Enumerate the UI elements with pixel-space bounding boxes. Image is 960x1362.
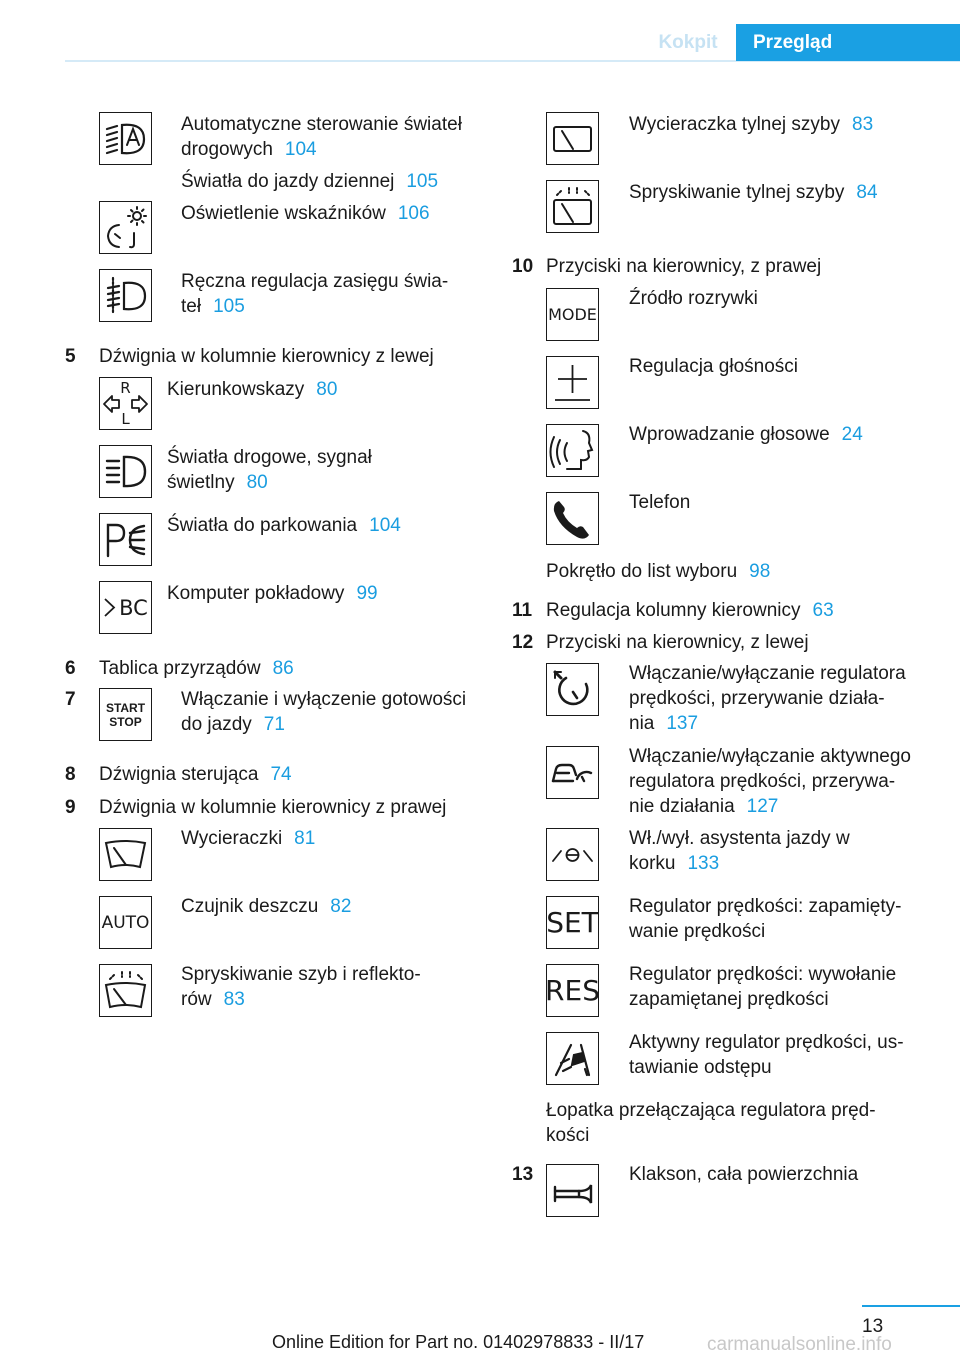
page-ref[interactable]: 106 xyxy=(397,203,430,224)
item-entertainment-source: Źródło rozrywki xyxy=(629,288,758,309)
page-ref[interactable]: 83 xyxy=(852,114,874,135)
section-title: Przyciski na kierownicy, z prawej xyxy=(546,256,822,277)
item-turn-signals: Kierunkowskazy 80 xyxy=(167,379,338,400)
edition-note: Online Edition for Part no. 01402978833 - II/17 xyxy=(272,1332,645,1352)
active-cruise-icon xyxy=(546,746,599,799)
item-parking-lights: Światła do parkowania 104 xyxy=(167,515,401,536)
icon-set-label: SET xyxy=(546,906,599,939)
icon-bc-label: BC xyxy=(119,595,148,620)
tab-kokpit[interactable]: Kokpit xyxy=(658,32,718,53)
page-ref[interactable]: 71 xyxy=(263,714,285,735)
page-ref[interactable]: 104 xyxy=(369,515,401,536)
icon-stop-label: STOP xyxy=(109,714,142,729)
icon-res-label: RES xyxy=(545,974,600,1007)
item-selection-wheel: Pokrętło do list wyboru 98 xyxy=(546,561,771,582)
section-number: 8 xyxy=(65,764,76,785)
section-number: 13 xyxy=(512,1164,534,1185)
item-steering-column: Regulacja kolumny kierownicy 63 xyxy=(546,600,834,621)
item-daytime-lights: Światła do jazdy dziennej 105 xyxy=(181,171,439,192)
icon-letter-r: R xyxy=(120,379,131,397)
icon-start-label: START xyxy=(105,700,146,715)
page-ref[interactable]: 80 xyxy=(246,472,268,493)
item-high-beam: Światła drogowe, sygnał świetlny 80 xyxy=(167,447,372,493)
cruise-control-icon xyxy=(546,663,599,716)
item-instrument-cluster: Tablica przyrządów 86 xyxy=(99,658,294,679)
page-ref[interactable]: 105 xyxy=(213,296,245,317)
item-onboard-computer: Komputer pokładowy 99 xyxy=(167,583,378,604)
item-rear-washer: Spryskiwanie tylnej szyby 84 xyxy=(629,182,878,203)
volume-icon xyxy=(546,356,599,409)
page-ref[interactable]: 84 xyxy=(856,182,878,203)
footer-rule xyxy=(862,1305,960,1307)
page-ref[interactable]: 80 xyxy=(316,379,338,400)
page-ref[interactable]: 82 xyxy=(330,896,352,917)
watermark: carmanualsonline.info xyxy=(707,1334,892,1355)
distance-icon xyxy=(546,1032,599,1085)
section-number: 5 xyxy=(65,346,76,367)
page-ref[interactable]: 83 xyxy=(223,989,245,1010)
page-ref[interactable]: 86 xyxy=(272,658,294,679)
icon-mode-label: MODE xyxy=(548,305,597,324)
section-title: Dźwignia w kolumnie kierownicy z prawej xyxy=(99,797,447,818)
wiper-icon xyxy=(99,828,152,881)
section-title: Dźwignia w kolumnie kierownicy z lewej xyxy=(99,346,434,367)
phone-icon xyxy=(546,492,599,545)
item-active-cruise-control: Włączanie/wyłączanie aktywnego regulatora prędkości, przerywa- nie działania 127 xyxy=(629,746,911,817)
item-voice-input: Wprowadzanie głosowe 24 xyxy=(629,424,863,445)
page-ref[interactable]: 74 xyxy=(270,764,292,785)
onboard-computer-icon xyxy=(99,581,152,634)
page-ref[interactable]: 24 xyxy=(841,424,863,445)
auto-headlight-icon xyxy=(99,112,152,165)
start-stop-icon xyxy=(99,688,152,741)
item-horn: Klakson, cała powierzchnia xyxy=(629,1164,859,1185)
item-speed-resume: Regulator prędkości: wywołanie zapamiętanej prędkości xyxy=(629,964,897,1010)
page-number: 13 xyxy=(862,1316,884,1337)
horn-icon xyxy=(546,1164,599,1217)
parking-light-icon xyxy=(99,513,152,566)
traffic-jam-assist-icon xyxy=(546,828,599,881)
tab-przeglad[interactable]: Przegląd xyxy=(736,24,960,61)
washer-icon xyxy=(99,964,152,1017)
item-rain-sensor: Czujnik deszczu 82 xyxy=(181,896,352,917)
page-ref[interactable]: 127 xyxy=(746,796,779,817)
item-start-stop: Włączanie i wyłączenie gotowości do jazdy 71 xyxy=(181,689,467,735)
instrument-lighting-icon xyxy=(99,201,152,254)
item-rear-wiper: Wycieraczka tylnej szyby 83 xyxy=(629,114,874,135)
voice-icon xyxy=(546,424,599,477)
icon-auto-label: AUTO xyxy=(101,912,150,933)
item-washers: Spryskiwanie szyb i reflekto- rów 83 xyxy=(181,964,421,1010)
set-icon xyxy=(546,896,599,949)
res-icon xyxy=(546,964,599,1017)
high-beam-icon xyxy=(99,445,152,498)
item-volume: Regulacja głośności xyxy=(629,356,798,377)
page-ref[interactable]: 98 xyxy=(749,561,771,582)
section-number: 7 xyxy=(65,689,76,710)
item-cruise-control: Włączanie/wyłączanie regulatora prędkości, przerywanie działa- nia 137 xyxy=(629,663,906,734)
item-instrument-lighting: Oświetlenie wskaźników 106 xyxy=(181,203,430,224)
item-phone: Telefon xyxy=(629,492,691,513)
auto-icon xyxy=(99,896,152,949)
item-wipers: Wycieraczki 81 xyxy=(181,828,316,849)
page-ref[interactable]: 81 xyxy=(294,828,316,849)
item-traffic-jam-assistant: Wł./wył. asystenta jazdy w korku 133 xyxy=(629,828,850,874)
item-auto-headlight: Automatyczne sterowanie świateł drogowych 104 xyxy=(181,114,462,160)
section-number: 10 xyxy=(512,256,534,277)
item-cruise-rocker: Łopatka przełączająca regulatora pręd- kości xyxy=(546,1100,876,1146)
item-distance-setting: Aktywny regulator prędkości, us- tawianie odstępu xyxy=(629,1032,904,1078)
mode-icon xyxy=(546,288,599,341)
page-ref[interactable]: 99 xyxy=(356,583,378,604)
section-number: 11 xyxy=(512,600,533,621)
item-selector-lever: Dźwignia sterująca 74 xyxy=(99,764,292,785)
item-headlight-range: Ręczna regulacja zasięgu świa- teł 105 xyxy=(181,271,449,317)
section-number: 6 xyxy=(65,658,76,679)
icon-letter-l: L xyxy=(121,410,130,428)
rear-wiper-icon xyxy=(546,112,599,165)
page-ref[interactable]: 133 xyxy=(687,853,720,874)
section-title: Przyciski na kierownicy, z lewej xyxy=(546,632,809,653)
page-ref[interactable]: 63 xyxy=(812,600,834,621)
rear-washer-icon xyxy=(546,180,599,233)
turn-signal-icon xyxy=(99,377,152,430)
item-speed-set: Regulator prędkości: zapamięty- wanie prędkości xyxy=(629,896,902,942)
section-number: 12 xyxy=(512,632,534,653)
section-number: 9 xyxy=(65,797,76,818)
page-ref[interactable]: 104 xyxy=(284,139,317,160)
page-ref[interactable]: 105 xyxy=(406,171,439,192)
page-ref[interactable]: 137 xyxy=(666,713,699,734)
headlight-range-icon xyxy=(99,269,152,322)
